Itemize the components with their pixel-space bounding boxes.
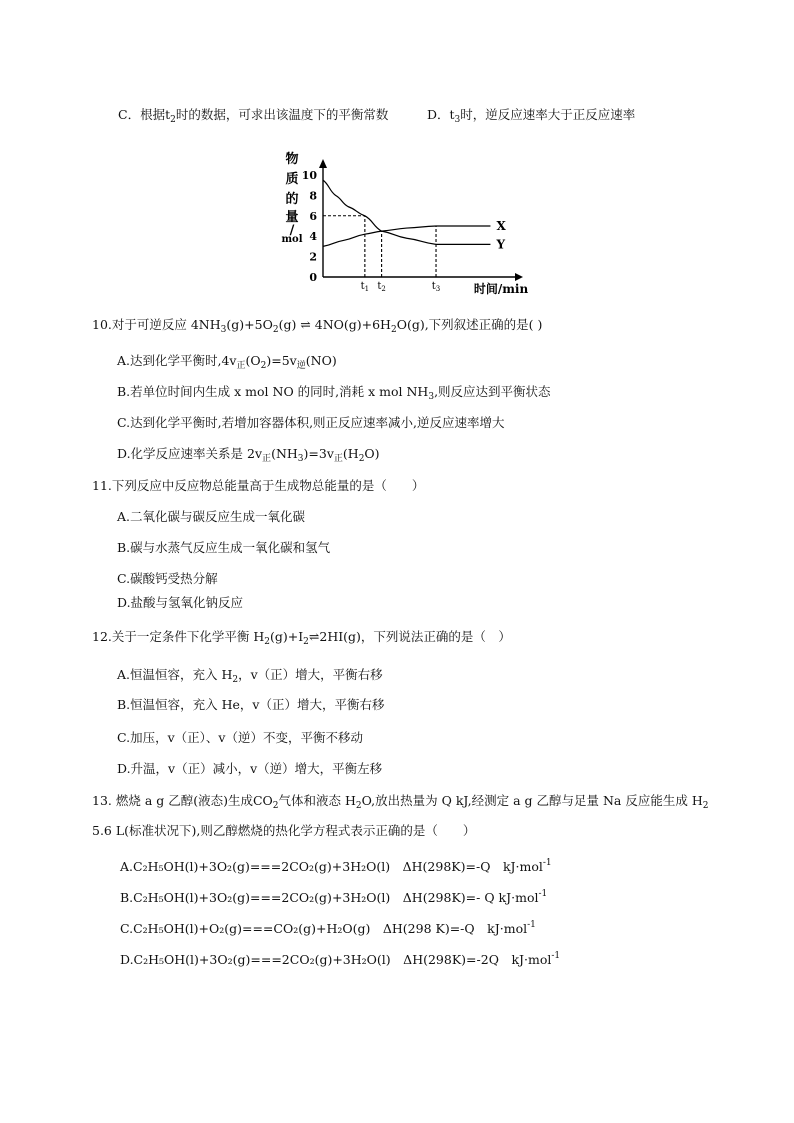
y-label-char: 的 <box>285 192 299 207</box>
q11-stem: 11.下列反应中反应物总能量高于生成物总能量的是（ ） <box>92 478 425 493</box>
q12-stem: 12.关于一定条件下化学平衡 $H_2(g)+I_2\rightleftharpoons 2HI(g)$，下列说法正确的是（ ） <box>92 629 511 647</box>
series-y-label: Y <box>496 237 506 252</box>
q12-option-d: D.升温，v（正）减小，v（逆）增大，平衡左移 <box>117 761 383 776</box>
y-tick-label: 8 <box>309 189 317 203</box>
x-tick-label: $t_1$ <box>360 281 370 293</box>
q12-option-a: A.恒温恒容，充入 $H_2$，v（正）增大，平衡右移 <box>117 667 383 685</box>
y-tick-label: 6 <box>309 209 317 223</box>
y-tick-label: 4 <box>309 230 317 244</box>
q10-option-a: A.达到化学平衡时$,4v_正(O_2)=5v_逆(NO)$ <box>117 353 337 371</box>
y-tick-label: 2 <box>309 250 317 264</box>
q11-option-d: D.盐酸与氢氧化钠反应 <box>117 595 244 610</box>
y-label-char: mol <box>281 234 303 245</box>
q11-option-a: A.二氧化碳与碳反应生成一氧化碳 <box>117 509 306 524</box>
y-axis-arrow <box>319 159 327 168</box>
q11-option-c: C.碳酸钙受热分解 <box>117 571 218 586</box>
q13-option-c: C.C₂H₅OH(l)+O₂(g)===CO₂(g)+H₂O(g) ΔH(298 K)=-Q kJ·mol$^{-1}$ <box>120 920 536 936</box>
q9-option-d: D．$t_3$时，逆反应速率大于正反应速率 <box>427 107 636 125</box>
y-label-char: / <box>289 223 295 238</box>
y-tick-label: 0 <box>309 271 317 284</box>
q9-option-c: C．根据$t_2$时的数据，可求出该温度下的平衡常数 <box>118 107 389 125</box>
y-tick-label: 10 <box>301 169 317 182</box>
series-y-line <box>323 180 490 244</box>
series-x-label: X <box>496 219 506 233</box>
q11-option-b: B.碳与水蒸气反应生成一氧化碳和氢气 <box>117 540 331 555</box>
y-label-char: 物 <box>285 152 299 167</box>
q10-stem: 10.对于可逆反应 $4NH_3(g)+5O_2(g)$ ⇌ $4NO(g)+6H_2O(g)$,下列叙述正确的是( ) <box>92 317 543 335</box>
q12-option-b: B.恒温恒容，充入 He，v（正）增大，平衡右移 <box>117 697 385 712</box>
q13-option-b: B.C₂H₅OH(l)+3O₂(g)===2CO₂(g)+3H₂O(l) ΔH(298K)=- Q kJ·mol$^{-1}$ <box>120 889 548 905</box>
q10-option-b: B.若单位时间内生成 x mol NO 的同时,消耗 x mol $NH_3$,则反应达到平衡状态 <box>117 384 551 402</box>
q13-option-a: A.C₂H₅OH(l)+3O₂(g)===2CO₂(g)+3H₂O(l) ΔH(298K)=-Q kJ·mol$^{-1}$ <box>120 858 552 874</box>
x-tick-label: $t_3$ <box>431 281 441 293</box>
q13-stem-line1: 13. 燃烧 a g 乙醇(液态)生成$CO_2$气体和液态 $H_2O$,放出热量为 Q kJ,经测定 a g 乙醇与足量 Na 反应能生成 $H_2$ <box>92 793 709 811</box>
y-label-char: 质 <box>285 172 299 187</box>
q13-stem-line2: 5.6 L(标准状况下),则乙醇燃烧的热化学方程式表示正确的是（ ） <box>92 823 476 838</box>
q10-option-c: C.达到化学平衡时,若增加容器体积,则正反应速率减小,逆反应速率增大 <box>117 415 505 430</box>
q12-option-c: C.加压，v（正）、v（逆）不变，平衡不移动 <box>117 730 363 745</box>
x-axis-label: 时间/min <box>473 282 529 296</box>
y-axis-label <box>281 151 302 245</box>
x-axis-arrow <box>515 273 523 281</box>
axes <box>319 159 523 281</box>
q13-option-d: D.C₂H₅OH(l)+3O₂(g)===2CO₂(g)+3H₂O(l) ΔH(298K)=-2Q kJ·mol$^{-1}$ <box>120 951 561 967</box>
amount-time-graph <box>280 150 529 298</box>
y-label-char: 量 <box>285 210 299 225</box>
q10-option-d: D.化学反应速率关系是 $2v_正(NH_3)=3v_正(H_2O)$ <box>117 446 380 464</box>
x-tick-label: $t_2$ <box>377 281 386 293</box>
series-x-line <box>323 226 490 246</box>
